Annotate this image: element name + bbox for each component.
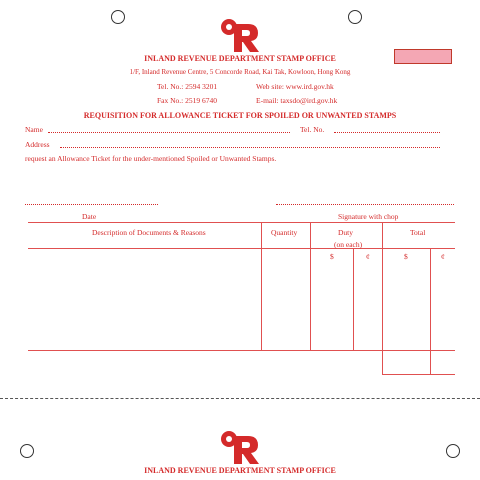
signature-field[interactable] bbox=[276, 204, 454, 205]
duty-dollar: $ bbox=[330, 252, 334, 261]
total-dollar: $ bbox=[404, 252, 408, 261]
col-duty-sub: (on each) bbox=[334, 240, 363, 249]
date-label: Date bbox=[82, 212, 97, 221]
table-header-rule bbox=[28, 248, 455, 249]
punch-hole-icon bbox=[111, 10, 125, 24]
table-top-rule bbox=[28, 222, 455, 223]
perforation-line bbox=[0, 398, 480, 399]
total-box-bottom bbox=[382, 374, 455, 375]
name-label: Name bbox=[25, 125, 43, 134]
email-address: E-mail: taxsdo@ird.gov.hk bbox=[256, 96, 338, 105]
col-description: Description of Documents & Reasons bbox=[92, 228, 206, 237]
punch-hole-icon bbox=[20, 444, 34, 458]
serial-box bbox=[394, 49, 452, 64]
ird-logo-icon bbox=[220, 18, 260, 52]
col-duty: Duty bbox=[338, 228, 353, 237]
bottom-org-title: INLAND REVENUE DEPARTMENT STAMP OFFICE bbox=[144, 466, 336, 475]
name-field[interactable] bbox=[48, 132, 290, 133]
duty-cent: ¢ bbox=[366, 252, 370, 261]
total-cent: ¢ bbox=[441, 252, 445, 261]
org-address: 1/F, Inland Revenue Centre, 5 Concorde Road, Kai Tak, Kowloon, Hong Kong bbox=[129, 68, 351, 76]
punch-hole-icon bbox=[446, 444, 460, 458]
col-quantity: Quantity bbox=[271, 228, 298, 237]
col-divider bbox=[353, 249, 354, 350]
ird-logo-icon bbox=[220, 430, 260, 464]
col-divider bbox=[430, 249, 431, 375]
org-title: INLAND REVENUE DEPARTMENT STAMP OFFICE bbox=[144, 54, 336, 63]
table-bottom-rule bbox=[28, 350, 455, 351]
website: Web site: www.ird.gov.hk bbox=[256, 82, 334, 91]
col-divider bbox=[382, 222, 383, 375]
form-title: REQUISITION FOR ALLOWANCE TICKET FOR SPOILED OR UNWANTED STAMPS bbox=[83, 111, 397, 120]
col-divider bbox=[310, 222, 311, 350]
tel-field[interactable] bbox=[334, 132, 440, 133]
tel-number: Tel. No.: 2594 3201 bbox=[157, 82, 218, 91]
col-divider bbox=[261, 222, 262, 350]
address-label: Address bbox=[25, 140, 50, 149]
address-field[interactable] bbox=[60, 147, 440, 148]
request-text: request an Allowance Ticket for the under-mentioned Spoiled or Unwanted Stamps. bbox=[25, 154, 277, 163]
fax-number: Fax No.: 2519 6740 bbox=[157, 96, 217, 105]
tel-label: Tel. No. bbox=[300, 125, 325, 134]
punch-hole-icon bbox=[348, 10, 362, 24]
date-field[interactable] bbox=[25, 204, 158, 205]
col-total: Total bbox=[410, 228, 426, 237]
signature-label: Signature with chop bbox=[338, 212, 399, 221]
